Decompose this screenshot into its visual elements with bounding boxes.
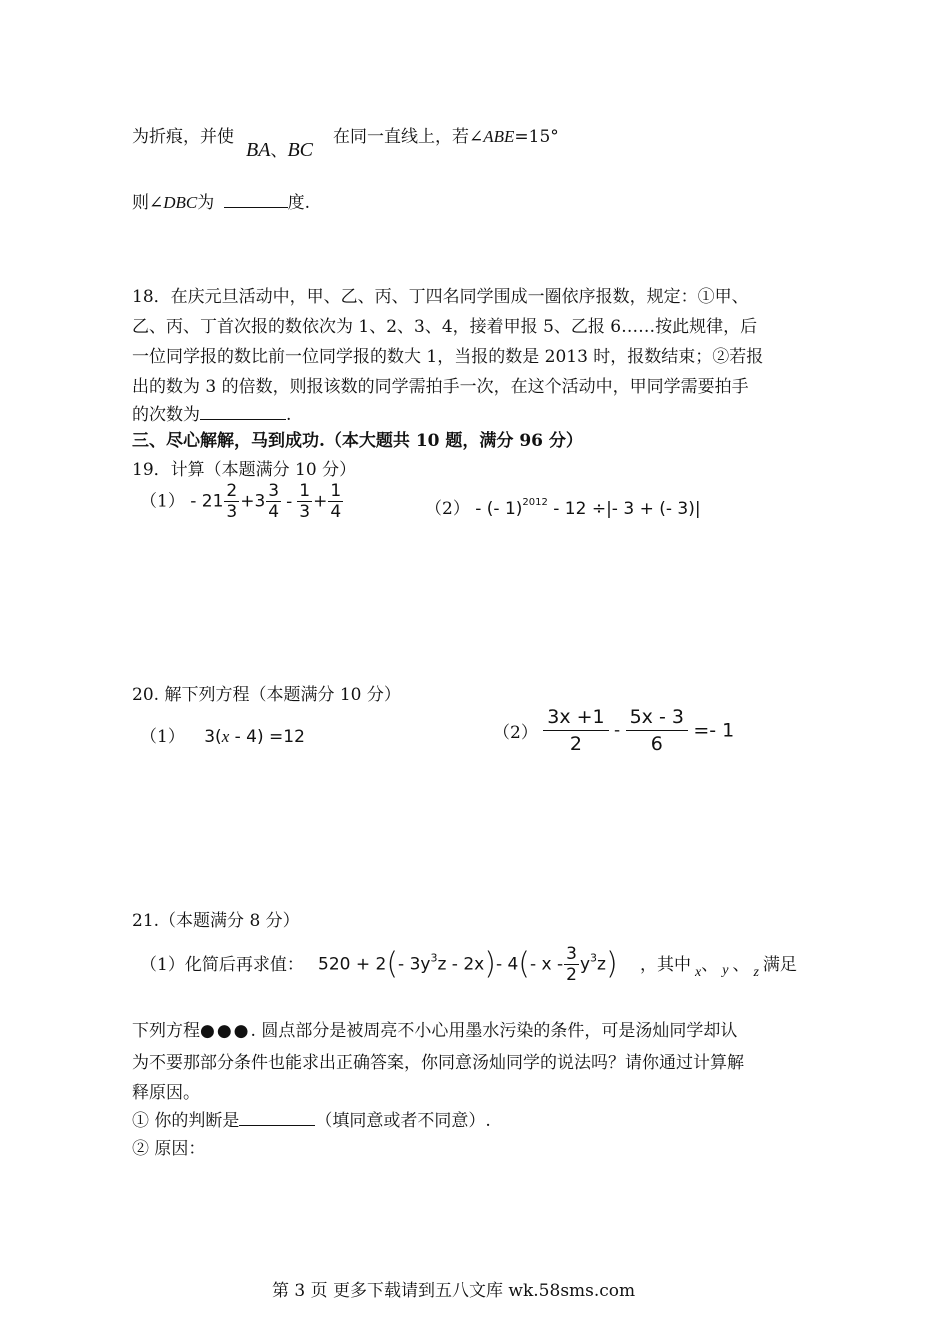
q21-judge <box>132 1106 491 1131</box>
q19-p2-term-b: - 12 ÷|- 3 + (- 3)| <box>547 499 701 519</box>
q21-part1-label: （1）化简后再求值： <box>140 955 304 975</box>
q21-line4: 释原因。 <box>132 1083 200 1103</box>
angle-abe-value: =15° <box>514 127 559 147</box>
variable-z: z <box>753 965 759 980</box>
q21-reason: ② 原因： <box>132 1139 206 1159</box>
q17-line1-post: 在同一直线上，若∠ <box>333 127 484 147</box>
denominator: 6 <box>650 733 663 755</box>
separator: 、 <box>701 955 719 975</box>
exponent: 2012 <box>522 497 548 508</box>
fraction-2-3 <box>224 481 239 522</box>
q21-vars <box>640 950 797 981</box>
q19-part1-label: （1） <box>140 491 185 512</box>
q21-line2-pre: 下列方程 <box>132 1021 200 1041</box>
q21-line2 <box>132 1016 737 1041</box>
expr-term-h: z <box>597 954 606 975</box>
q17-ba-bc <box>246 136 313 162</box>
fraction-3x1-over-2 <box>543 704 608 757</box>
expr-term-e: - x - <box>530 954 564 975</box>
separator: 、 <box>732 955 750 975</box>
q18-line5-post: . <box>286 405 292 425</box>
q19-p2-term-a: - (- 1) <box>475 499 523 519</box>
denominator: 3 <box>226 502 238 522</box>
q21-satisfy: 满足 <box>762 955 797 975</box>
fraction-1-3 <box>297 481 312 522</box>
numerator: 5x - 3 <box>626 704 688 731</box>
angle-dbc: DBC <box>163 193 198 212</box>
paren-close: ) <box>605 946 618 982</box>
q19-p1-term-a: - 21 <box>190 491 224 512</box>
expr-term-g: y <box>579 954 591 975</box>
denominator: 4 <box>330 502 342 522</box>
plus-sign: + <box>313 491 328 512</box>
variable-y: y <box>722 963 729 978</box>
q17-line1-pre: 为折痕，并使 <box>132 127 234 147</box>
q21-judge-post: （填同意或者不同意）. <box>315 1111 491 1131</box>
denominator: 4 <box>268 502 280 522</box>
fraction-1-4 <box>328 481 343 522</box>
q20-part1 <box>140 722 305 747</box>
q21-line3: 为不要那部分条件也能求出正确答案，你同意汤灿同学的说法吗？请你通过计算解 <box>132 1053 744 1073</box>
numerator: 3 <box>566 944 577 964</box>
ink-dots: ●●● <box>200 1021 251 1041</box>
exponent: 3 <box>430 951 438 965</box>
q20-p1-post: - 4) =12 <box>229 727 305 747</box>
paren-open: ( <box>386 946 399 982</box>
q18-line5-pre: 的次数为 <box>132 405 200 425</box>
q17-line2-pre: 则∠ <box>132 193 164 213</box>
section3-title: 三、尽心解解，马到成功.（本大题共 10 题，满分 96 分） <box>132 431 583 451</box>
separator: 、 <box>270 141 288 161</box>
q19-title: 19．计算（本题满分 10 分） <box>132 460 357 480</box>
denominator: 3 <box>299 502 311 522</box>
q19-part1 <box>140 481 344 522</box>
q21-line2-post: . 圆点部分是被周亮不小心用墨水污染的条件，可是汤灿同学却认 <box>250 1021 738 1041</box>
minus-sign: - <box>614 720 621 741</box>
numerator: 3 <box>268 481 280 501</box>
q17-line1 <box>132 122 234 147</box>
numerator: 2 <box>226 481 238 501</box>
exponent: 3 <box>590 951 598 965</box>
q21-after-expr: ，其中 <box>640 955 691 975</box>
segment-bc: BC <box>287 139 313 161</box>
q20-p2-rhs: =- 1 <box>693 719 735 742</box>
variable-x: x <box>221 727 230 746</box>
q18-line3: 一位同学报的数比前一位同学报的数大 1，当报的数是 2013 时，报数结束；②若报 <box>132 347 764 367</box>
q17-line2-post: 度. <box>287 193 311 213</box>
denominator: 2 <box>566 965 577 985</box>
q17-line1-rest <box>333 122 559 147</box>
variable-x: x <box>695 965 702 980</box>
q18-line2: 乙、丙、丁首次报的数依次为 1、2、3、4，接着甲报 5、乙报 6……按此规律，后 <box>132 317 758 337</box>
expr-term-d: - 4 <box>495 954 519 975</box>
q20-title: 20. 解下列方程（本题满分 10 分） <box>132 685 401 705</box>
q17-line2 <box>132 188 310 213</box>
answer-blank-q18[interactable] <box>200 405 286 420</box>
expr-term-a: 520 + 2 <box>318 954 387 975</box>
answer-blank-q17[interactable] <box>224 193 288 208</box>
segment-ba: BA <box>246 139 271 161</box>
paren-open: ( <box>518 946 531 982</box>
numerator: 1 <box>330 481 342 501</box>
q20-part2-label: （2） <box>493 723 538 743</box>
q18-line5 <box>132 400 291 425</box>
paren-close: ) <box>484 946 496 982</box>
q21-judge-pre: ① 你的判断是 <box>132 1111 240 1131</box>
page-footer: 第 3 页 更多下载请到五八文库 wk.58sms.com <box>272 1281 636 1301</box>
q18-line4: 出的数为 3 的倍数，则报该数的同学需拍手一次，在这个活动中，甲同学需要拍手 <box>132 377 749 397</box>
fraction-3-4 <box>266 481 281 522</box>
numerator: 3x +1 <box>543 704 608 731</box>
numerator: 1 <box>299 481 311 501</box>
q20-part1-label: （1） <box>140 727 185 747</box>
fraction-5x3-over-6 <box>626 704 688 757</box>
minus-sign: - <box>286 491 293 512</box>
q21-title: 21.（本题满分 8 分） <box>132 911 300 931</box>
denominator: 2 <box>569 733 582 755</box>
answer-blank-q21[interactable] <box>239 1111 315 1126</box>
q19-part2-label: （2） <box>425 499 470 519</box>
q20-part2 <box>493 704 734 757</box>
q19-part2 <box>425 494 701 519</box>
q20-p1-pre: 3( <box>204 727 222 747</box>
q17-line2-mid: 为 <box>197 193 220 213</box>
q18-line1: 18．在庆元旦活动中，甲、乙、丙、丁四名同学围成一圈依序报数，规定：①甲、 <box>132 287 749 307</box>
q19-p1-term-b: +3 <box>240 491 266 512</box>
angle-abe: ABE <box>483 127 515 146</box>
expr-term-b: - 3y <box>398 954 431 975</box>
expr-term-c: z - 2x <box>437 954 485 975</box>
fraction-3-2 <box>564 944 579 985</box>
q21-expression <box>318 944 618 985</box>
